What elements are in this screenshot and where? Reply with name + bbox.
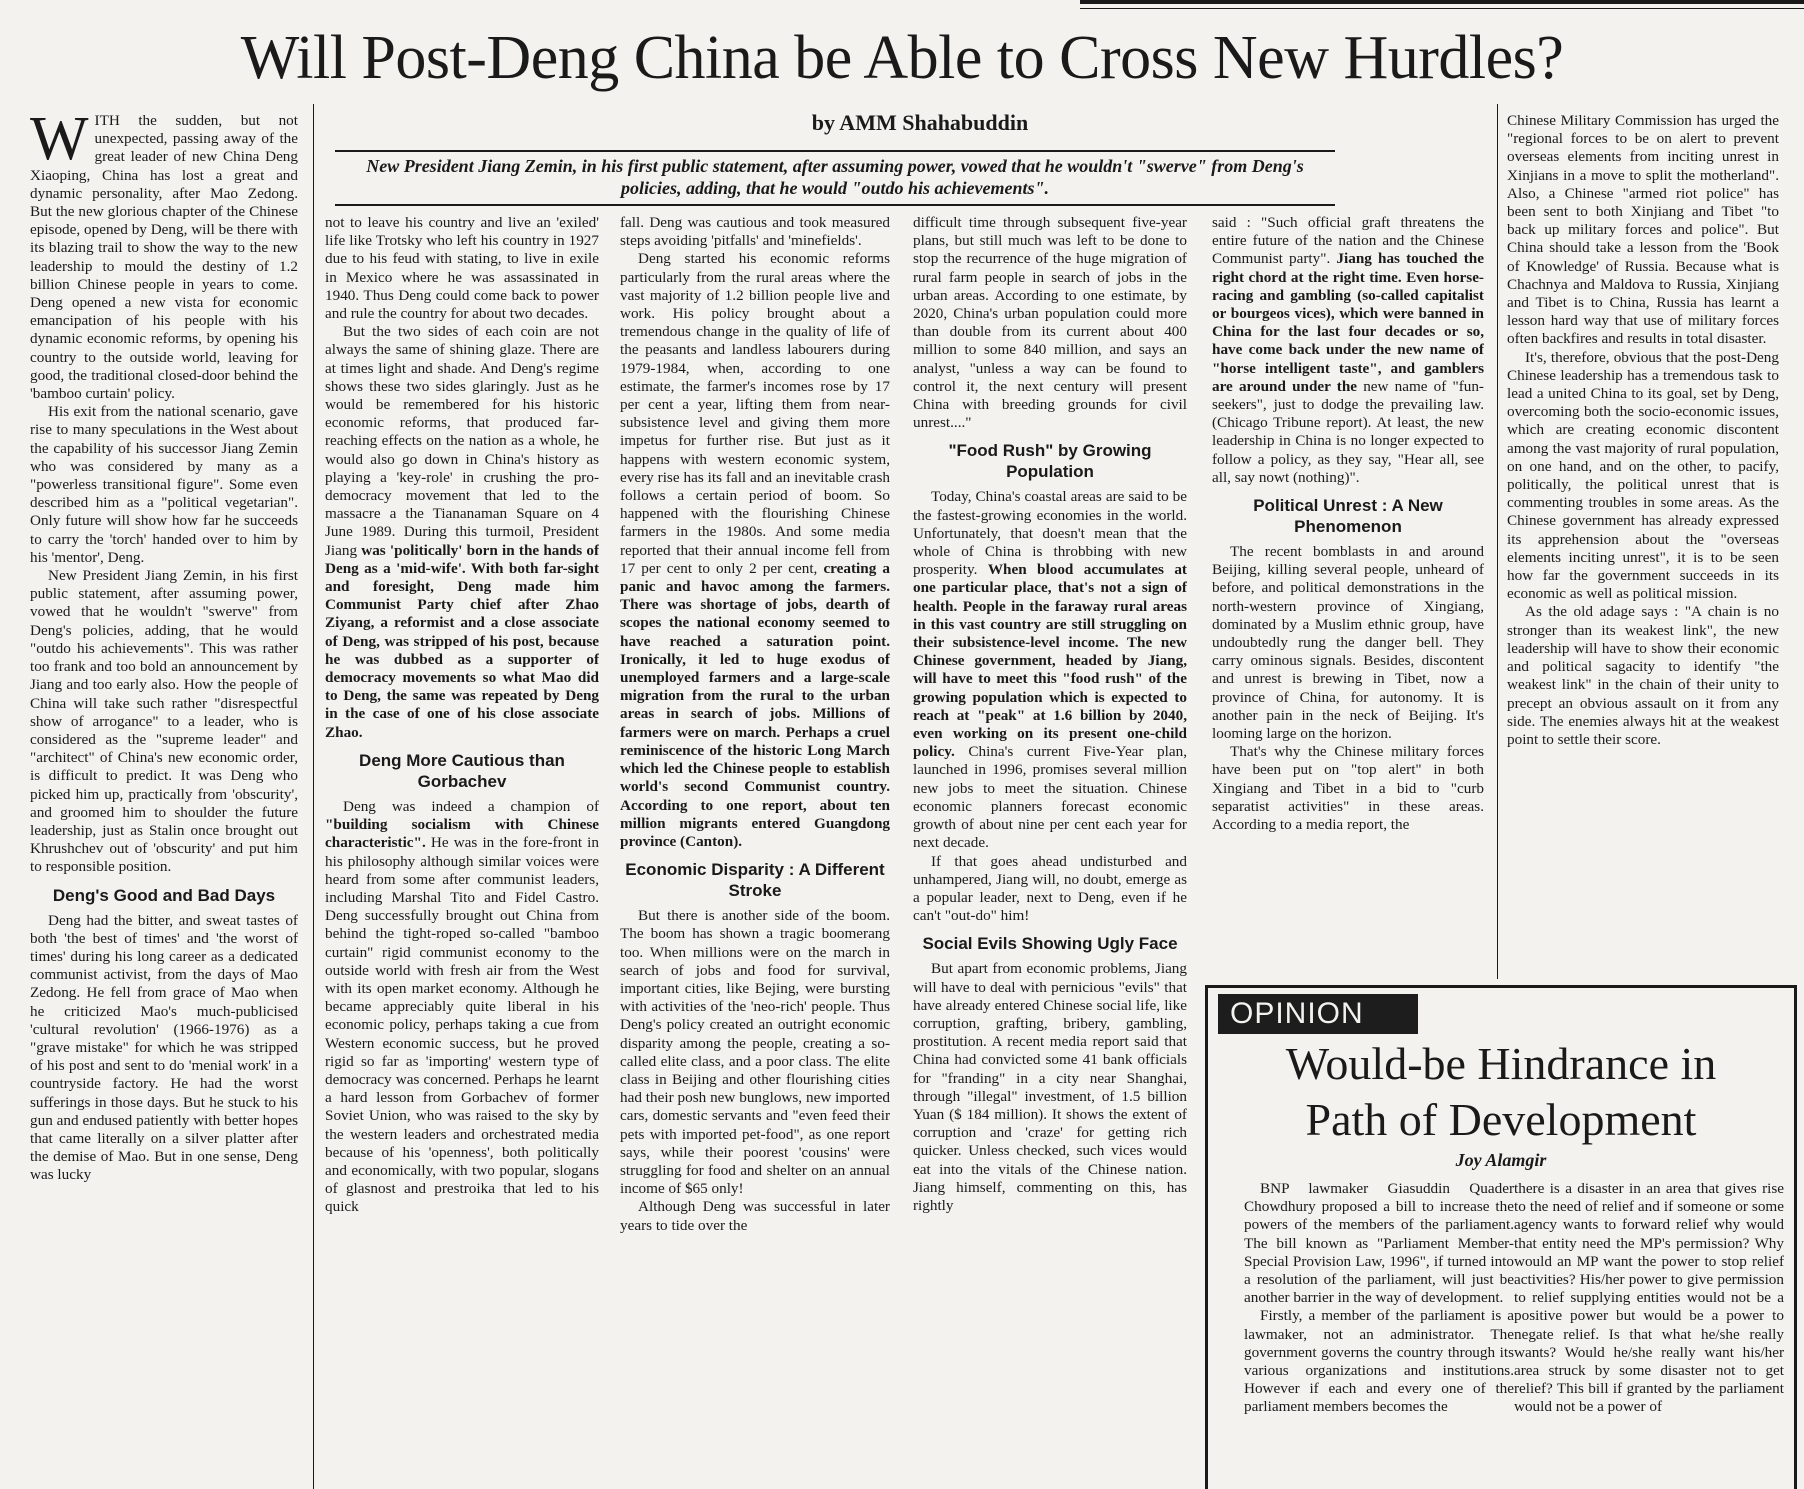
paragraph: Deng had the bitter, and sweat tastes of both 'the best of times' and 'the worst of times' during his long career as a dedicated communist activist, from the days of Mao Zedong. He fell from grace of Mao when he criticized Mao's much-publicised 'cultural revolution' (1966-1976) as a "grave mistake" for which he was stripped of his post and sent to do 'menial work' in a countryside factory. He had the worst sufferings in those days. But he stuck to his gun and endused patiently with better hopes that came literally on a silver platter after the demise of Mao. But in one sense, Deng was lucky xyxy=(30,911,298,1184)
paragraph: But apart from economic problems, Jiang will have to deal with pernicious "evils" that have already entered Chinese social life, like corruption, grafting, bribery, gambling, prostitution. A recent media report said that China had convicted some 41 bank officials for "franding" in a city near Shanghai, through "illegal" investment, of 1.5 billion Yuan ($ 184 million). It shows the extent of corruption and 'craze' for getting rich quicker. Unless checked, such vices would eat into the vitals of the Chinese nation. Jiang himself, commenting on this, has rightly xyxy=(913,960,1187,1214)
opinion-column-2 xyxy=(1514,1180,1784,1486)
paragraph: fall. Deng was cautious and took measured steps avoiding 'pitfalls' and 'minefields'. xyxy=(620,214,890,250)
subhead: Deng More Cautious than Gorbachev xyxy=(359,750,565,791)
article-column-3 xyxy=(620,214,890,1489)
paragraph: said : "Such official graft threatens the entire future of the nation and the Chinese Communist party". Jiang has touched the right chord at the right time. Even horse-racing and gambling (so-called capitalist or bourgeos vices), which were banned in China for the last four decades or so, have come back under the new name of "horse intelligent taste", and gamblers are around under the new name of "fun-seekers", just to dodge the prevailing law. (Chicago Tribune report). At least, the new leadership in China is no longer expected to follow a policy, as they say, "Hear all, see all, say nowt (nothing)". xyxy=(1212,214,1484,486)
subhead: Political Unrest : A New Phenomenon xyxy=(1253,496,1443,537)
paragraph: If that goes ahead undisturbed and unhampered, Jiang will, no doubt, emerge as a popular leader, next to Deng, even if he can't "out-do" him! xyxy=(913,852,1187,925)
column-rule xyxy=(313,104,314,1489)
paragraph: But there is another side of the boom. The boom has shown a tragic boomerang too. When millions were on the march in search of jobs and food for survival, important cities, like Bejing, were bursting with activities of the 'neo-rich' people. Thus Deng's policy created an outright economic disparity among the people, creating a so-called elite class, and a poor class. The elite class in Beijing and other flourishing cities had their posh new bunglows, new imported cars, domestic servants and "even feed their pets with imported pet-food", as one report says, while their poorest 'cousins' were struggling for food and shelter on an annual income of $65 only! xyxy=(620,907,890,1198)
top-rule-thin xyxy=(1080,8,1804,9)
paragraph: Deng was indeed a champion of "building socialism with Chinese characteristic". He was in the fore-front in his philosophy although similar voices were heard from some after communist leaders, including Marshal Tito and Fidel Castro. Deng successfully brought out China from behind the tight-roped so-called "bamboo curtain" rigid communist economy to the outside world with fresh air from the West with its open market economy. Although he became appreciably quite liberal in his economic policy, perhaps taking a cue from Western economic success, but he proved rigid so far as 'importing' western type of democracy was concerned. Perhaps he learnt a hard lesson from Gorbachev of former Soviet Union, who was raised to the sky by the western leaders and orchestrated media because of his 'openness', both politically and economically, with two popular, slogans of glasnost and prestroika that led to his quick xyxy=(325,797,599,1216)
paragraph: Today, China's coastal areas are said to be the fastest-growing economies in the world. Unfortunately, that doesn't mean that the whole of China is throbbing with new prosperity. When blood accumulates at one particular place, that's not a sign of health. People in the faraway rural areas in this vast country are still struggling on their subsistence-level income. The new Chinese government, headed by Jiang, will have to meet this "food rush" of the growing population which is expected to reach at "peak" at 1.6 billion by 2040, even working on its present one-child policy. China's current Five-Year plan, launched in 1996, promises several million new jobs to meet the situation. Chinese economic planners forecast economic growth of about nine per cent each year for next decade. xyxy=(913,488,1187,852)
headline: Will Post-Deng China be Able to Cross New Hurdles? xyxy=(240,24,1564,92)
paragraph: Although Deng was successful in later years to tide over the xyxy=(620,1198,890,1234)
article-column-5 xyxy=(1212,214,1484,979)
article-column-6 xyxy=(1507,112,1779,979)
subhead: Economic Disparity : A Different Stroke xyxy=(625,860,885,901)
paragraph: not to leave his country and live an 'exiled' life like Trotsky who left his country in 1927 due to his feud with stating, to live in exile in Mexico where he was assassinated in 1940. Thus Deng could come back to power and rule the country for about two decades. xyxy=(325,214,599,323)
subhead: "Food Rush" by Growing Population xyxy=(948,441,1152,482)
opinion-tag: OPINION xyxy=(1218,994,1418,1034)
paragraph: It's, therefore, obvious that the post-Deng Chinese leadership has a tremendous task to lead a united China to its goal, set by Deng, overcoming both the socio-economic issues, which are creating economic discontent among the vast majority of rural population, on one hand, and on the other, to pacify, politically, the political unrest that is commenting troubles in some areas. As the Chinese government has already expressed its apprehension about the "overseas elements inciting unrest", it is to be seen how far the government succeeds in its economic as well as political mission. xyxy=(1507,348,1779,603)
article-column-4 xyxy=(913,214,1187,1489)
opinion-box xyxy=(1205,985,1797,1489)
top-rule xyxy=(1080,0,1804,4)
paragraph: difficult time through subsequent five-year plans, but still much was left to be done to stop the recurrence of the huge migration of rural farm people in search of jobs in the urban areas. According to one estimate, by 2020, China's urban population could more than double from its current about 400 million to some 840 million, and says an analyst, "unless a way can be found to control it, the next century will present China with breeding grounds for civil unrest...." xyxy=(913,214,1187,432)
paragraph: New President Jiang Zemin, in his first public statement, after assuming power, vowed that he wouldn't "swerve" from Deng's policies, adding, that he would "outdo his achievements". This was rather too frank and too bold an announcement by Jiang and too early also. How the people of China will take such rather "disrespectful show of arrogance" to a leader, who is considered as the "supreme leader" and "architect" of China's new economic order, is difficult to predict. It was Deng who picked him up, practically from 'obscurity', and groomed him to shoulder the future leadership, just as Stalin once brought out Khrushchev out of 'obscurity' and put him to responsible position. xyxy=(30,567,298,876)
paragraph: Chinese Military Commission has urged the "regional forces to be on alert to prevent overseas elements from inciting unrest in Xinjians in a move to split the motherland". Also, a Chinese "armed riot police" has been sent to both Xinjiang and Tibet "to back up military forces and police". But China should take a lesson from the 'Book of Knowledge' of Russia. Because what is Chachnya and Maldova to Russia, Xinjiang and Tibet is to China, Russia has learnt a lesson hard way that use of military forces often backfires and results in total disaster. xyxy=(1507,112,1779,348)
paragraph: The recent bomblasts in and around Beijing, killing several people, unheard of before, and political demonstrations in the north-western province of Xingiang, dominated by a Muslim ethnic group, have undoubtedly rung the danger bell. They carry ominous signals. Besides, discontent and unrest is brewing in Tibet, now a province of China, for autonomy. It is another pain in the neck of Beijing. It's looming large on the horizon. xyxy=(1212,543,1484,743)
byline: by AMM Shahabuddin xyxy=(811,110,1029,135)
paragraph: there is a disaster in an area that gives rise to the need of relief and if someone or some agency wants to forward relief why would that entity need the MP's permission? Why would an MP want the power to stop relief activities? His/her power to give permission to relief supplying entities would not be a positive power but would be a power to negate relief. Is that what he/she really wants? Would he/she really want his/her area struck by some disaster not to get relief? This bill if granted by the parliament would not be a power of xyxy=(1514,1180,1784,1416)
paragraph: BNP lawmaker Giasuddin Quader Chowdhury proposed a bill to increase the powers of the members of the parliament. The bill known as "Parliament Member-Special Provision Law, 1996", if turned into a resolution of the parliament, will just be another barrier in the way of development. xyxy=(1244,1180,1514,1307)
subhead: Social Evils Showing Ugly Face xyxy=(922,934,1178,954)
opinion-title-line-2: Path of Development xyxy=(1305,1094,1697,1145)
article-column-2 xyxy=(325,214,599,1489)
opinion-column-1 xyxy=(1244,1180,1514,1486)
paragraph: His exit from the national scenario, gave rise to many speculations in the West about the capability of his successor Jiang Zemin who was considered by many as a "powerless transitional figure". Some even described him as a "political vegetarian". Only future will show how far he succeeds to carry the 'torch' handed over to him by his 'mentor', Deng. xyxy=(30,403,298,566)
subhead: Deng's Good and Bad Days xyxy=(52,885,276,905)
paragraph: As the old adage says : "A chain is no stronger than its weakest link", the new leadership will have to show their economic and political sagacity to identify "the weakest link" in the chain of their unity to precept an obvious assault on it from any side. The enemies always hit at the weakest point to settle their score. xyxy=(1507,603,1779,748)
opinion-title-line-1: Would-be Hindrance in xyxy=(1285,1038,1717,1089)
paragraph: Deng started his economic reforms particularly from the rural areas where the vast majority of 1.2 billion people live and work. His policy brought about a tremendous change in the quality of life of the peasants and landless labourers during 1979-1984, when, according to one estimate, the farmer's incomes rose by 17 per cent a year, lifting them from near-subsistence level and giving them more impetus for further rise. But just as it happens with western economic system, every rise has its fall and an inevitable crash follows a certain period of boom. So happened with the flourishing Chinese farmers in the 1980s. And some media reported that their annual income fell from 17 per cent to only 2 per cent, creating a panic and havoc among the farmers. There was shortage of jobs, dearth of scopes the national economy seemed to have reached a saturation point. Ironically, it led to huge exodus of unemployed farmers and a large-scale migration from the rural to the urban areas in search of jobs. Millions of farmers were on march. Perhaps a cruel reminiscence of the historic Long March which led the Chinese people to establish world's second Communist country. According to one report, about ten million migrants entered Guangdong province (Canton). xyxy=(620,250,890,850)
paragraph: Firstly, a member of the parliament is a lawmaker, not an administrator. The government governs the country through its various organizations and institutions. However if each and every one of the parliament members becomes the xyxy=(1244,1307,1514,1416)
paragraph: That's why the Chinese military forces have been put on "top alert" in both Xingiang and Tibet in a bid to "curb separatist activities" in these areas. According to a media report, the xyxy=(1212,743,1484,834)
column-rule xyxy=(1497,104,1498,979)
deck: New President Jiang Zemin, in his first public statement, after assuming power, vowed that he wouldn't "swerve" from Deng's policies, adding, that he would "outdo his achievements". xyxy=(335,150,1335,206)
drop-cap: W xyxy=(30,112,89,173)
paragraph: WITH the sudden, but not unexpected, passing away of the great leader of new China Deng Xiaoping, China has lost a great and dynamic personality, after Mao Zedong. But the new glorious chapter of the Chinese episode, opened by Deng, will be there with its blazing trail to show the way to the new leadership to mould the destiny of 1.2 billion Chinese people in years to come. Deng opened a new vista for economic emancipation of his people with his dynamic economic reforms, by opening his country to the outside world, leaving for good, the traditional closed-door behind the 'bamboo curtain' policy. xyxy=(30,112,298,403)
paragraph: But the two sides of each coin are not always the same of shining glaze. There are at times light and shade. And Deng's regime shows these two sides glaringly. Just as he would be remembered for his historic economic reforms, that produced far-reaching effects on the nation as a whole, he would also go down in China's history as playing a 'key-role' in crushing the pro-democracy movement that led to the massacre a the Tiananaman Square on 4 June 1989. During this turmoil, President Jiang was 'politically' born in the hands of Deng as a 'mid-wife'. With both far-sight and foresight, Deng made him Communist Party chief after Zhao Ziyang, a reformist and a close associate of Deng, was stripped of his post, because he was dubbed as a supporter of democracy movements so what Mao did to Deng, the same was repeated by Deng in the case of one of his close associate Zhao. xyxy=(325,323,599,741)
opinion-author: Joy Alamgir xyxy=(1455,1150,1547,1170)
opinion-title xyxy=(1208,1036,1794,1148)
article-column-1 xyxy=(30,112,298,1489)
